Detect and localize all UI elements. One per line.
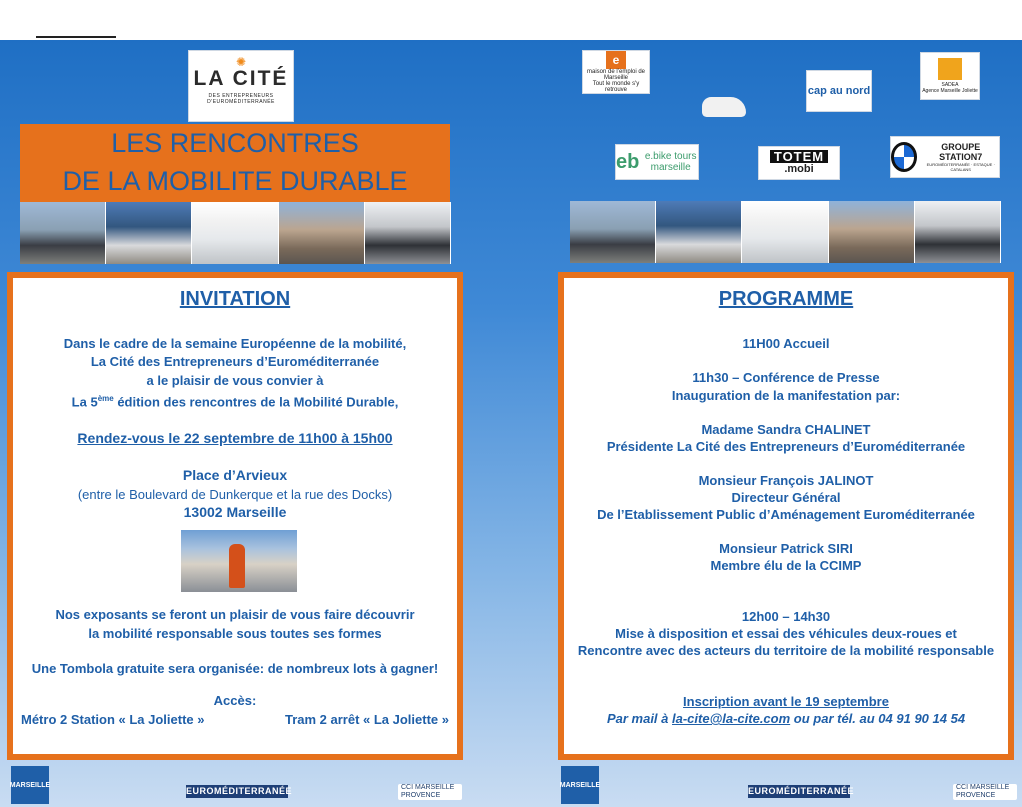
registration-deadline: Inscription avant le 19 septembre: [683, 694, 889, 709]
prog-press: 11h30 – Conférence de Presse: [692, 370, 880, 385]
photo-twizy: [20, 202, 106, 264]
event-title-line2: DE LA MOBILITE DURABLE: [62, 166, 408, 196]
intro-line-2: La Cité des Entrepreneurs d’Euroméditerranée: [90, 354, 380, 369]
vehicle-photo-strip-right: [570, 201, 1001, 263]
photo-cyclists: [279, 202, 365, 264]
top-bar: [0, 0, 1022, 40]
marseille-logo: MARSEILLE: [11, 766, 49, 804]
cci-logo-right: CCI MARSEILLE PROVENCE: [953, 784, 1017, 800]
programme-panel: [511, 40, 1022, 807]
photo-i8: [915, 201, 1001, 263]
invitation-heading: INVITATION: [179, 288, 291, 310]
invitation-panel: [0, 40, 511, 807]
prog-speaker-2: Monsieur François JALINOT: [698, 473, 874, 488]
euromediterranee-logo-right: EUROMÉDITERRANÉE: [748, 786, 855, 796]
prog-inauguration: Inauguration de la manifestation par:: [671, 388, 901, 403]
programme-card: [558, 272, 1014, 760]
cap-au-nord-logo: cap au nord: [806, 70, 872, 112]
sculpture-shape: [229, 544, 245, 588]
prog-speaker-1: Madame Sandra CHALINET: [701, 422, 871, 437]
prog-test-drive: Mise à disposition et essai des véhicules deux-roues et: [615, 626, 957, 641]
photo-velomobile: [106, 202, 192, 264]
contact-line: Par mail à la-cite@la-cite.com ou par tél. au 04 91 90 14 54: [606, 711, 966, 726]
vehicle-photo-strip: [20, 202, 451, 264]
exhibitors-line-2: la mobilité responsable sous toutes ses formes: [88, 626, 382, 641]
cci-logo: CCI MARSEILLE PROVENCE: [398, 784, 462, 800]
marseille-logo-right: MARSEILLE: [561, 766, 599, 804]
access-heading: Accès:: [213, 693, 257, 708]
la-cite-logo-tagline: DES ENTREPRENEURS D'EUROMÉDITERRANÉE: [207, 93, 275, 105]
photo-i8: [365, 202, 451, 264]
venue-photo: [181, 530, 297, 592]
prog-speaker-3-role: Membre élu de la CCIMP: [710, 558, 862, 573]
shoe-icon: [702, 97, 746, 117]
intro-line-1: Dans le cadre de la semaine Européenne de la mobilité,: [63, 336, 407, 351]
access-tram: Tram 2 arrêt « La Joliette »: [284, 712, 449, 727]
access-metro: Métro 2 Station « La Joliette »: [21, 712, 205, 727]
prog-speaker-3: Monsieur Patrick SIRI: [719, 541, 853, 556]
prog-welcome: 11H00 Accueil: [742, 336, 830, 351]
totem-mobi-logo: TOTEM .mobi: [758, 146, 840, 180]
exhibitors-line-1: Nos exposants se feront un plaisir de vous faire découvrir: [55, 607, 415, 622]
sun-icon: ✺: [236, 55, 247, 69]
prog-speaker-2-org: De l’Etablissement Public d’Aménagement Euroméditerranée: [597, 507, 975, 522]
photo-cyclists: [829, 201, 915, 263]
prog-time-2: 12h00 – 14h30: [741, 609, 831, 624]
venue-detail: (entre le Boulevard de Dunkerque et la rue des Docks): [77, 487, 393, 502]
venue-city: 13002 Marseille: [183, 504, 287, 520]
photo-twizy: [570, 201, 656, 263]
event-title-banner: [20, 124, 450, 202]
la-cite-logo-text: LA CITÉ: [193, 67, 289, 90]
prog-speaker-2-role: Directeur Général: [731, 490, 841, 505]
ebike-mark: eb: [616, 150, 640, 173]
groupe-station7-logo: GROUPE STATION7 EUROMÉDITERRANÉE · ESTAQUE · CATALANS: [890, 136, 1000, 178]
tombola-line: Une Tombola gratuite sera organisée: de nombreux lots à gagner!: [31, 661, 439, 676]
maison-emploi-logo: e maison de l’emploi de Marseille Tout le monde s'y retrouve: [582, 50, 650, 94]
la-cite-logo: [188, 50, 294, 122]
rendezvous-date: Rendez-vous le 22 septembre de 11h00 à 15h00: [77, 430, 393, 446]
intro-line-4: La 5ème édition des rencontres de la Mobilité Durable,: [71, 394, 399, 410]
ebike-tours-logo: eb e.bike tours marseille: [615, 144, 699, 180]
euromediterranee-logo: EUROMÉDITERRANÉE: [186, 786, 293, 796]
sadea-renault-logo: SADEA Agence Marseille Joliette: [920, 52, 980, 100]
contact-email-link[interactable]: la-cite@la-cite.com: [672, 711, 791, 726]
photo-zoe: [192, 202, 278, 264]
prog-meeting: Rencontre avec des acteurs du territoire de la mobilité responsable: [577, 643, 995, 658]
intro-line-3: a le plaisir de vous convier à: [146, 373, 324, 388]
venue-name: Place d’Arvieux: [182, 467, 288, 483]
programme-heading: PROGRAMME: [718, 288, 854, 310]
event-title-line1: LES RENCONTRES: [111, 128, 359, 158]
renault-diamond-icon: [938, 58, 962, 80]
house-icon: e: [606, 51, 626, 69]
photo-zoe: [742, 201, 828, 263]
bmw-roundel-icon: [891, 142, 917, 172]
top-rule: [36, 36, 116, 38]
shoe-logo: [700, 84, 748, 130]
photo-velomobile: [656, 201, 742, 263]
prog-speaker-1-role: Présidente La Cité des Entrepreneurs d’Euroméditerranée: [606, 439, 966, 454]
invitation-card: [7, 272, 463, 760]
